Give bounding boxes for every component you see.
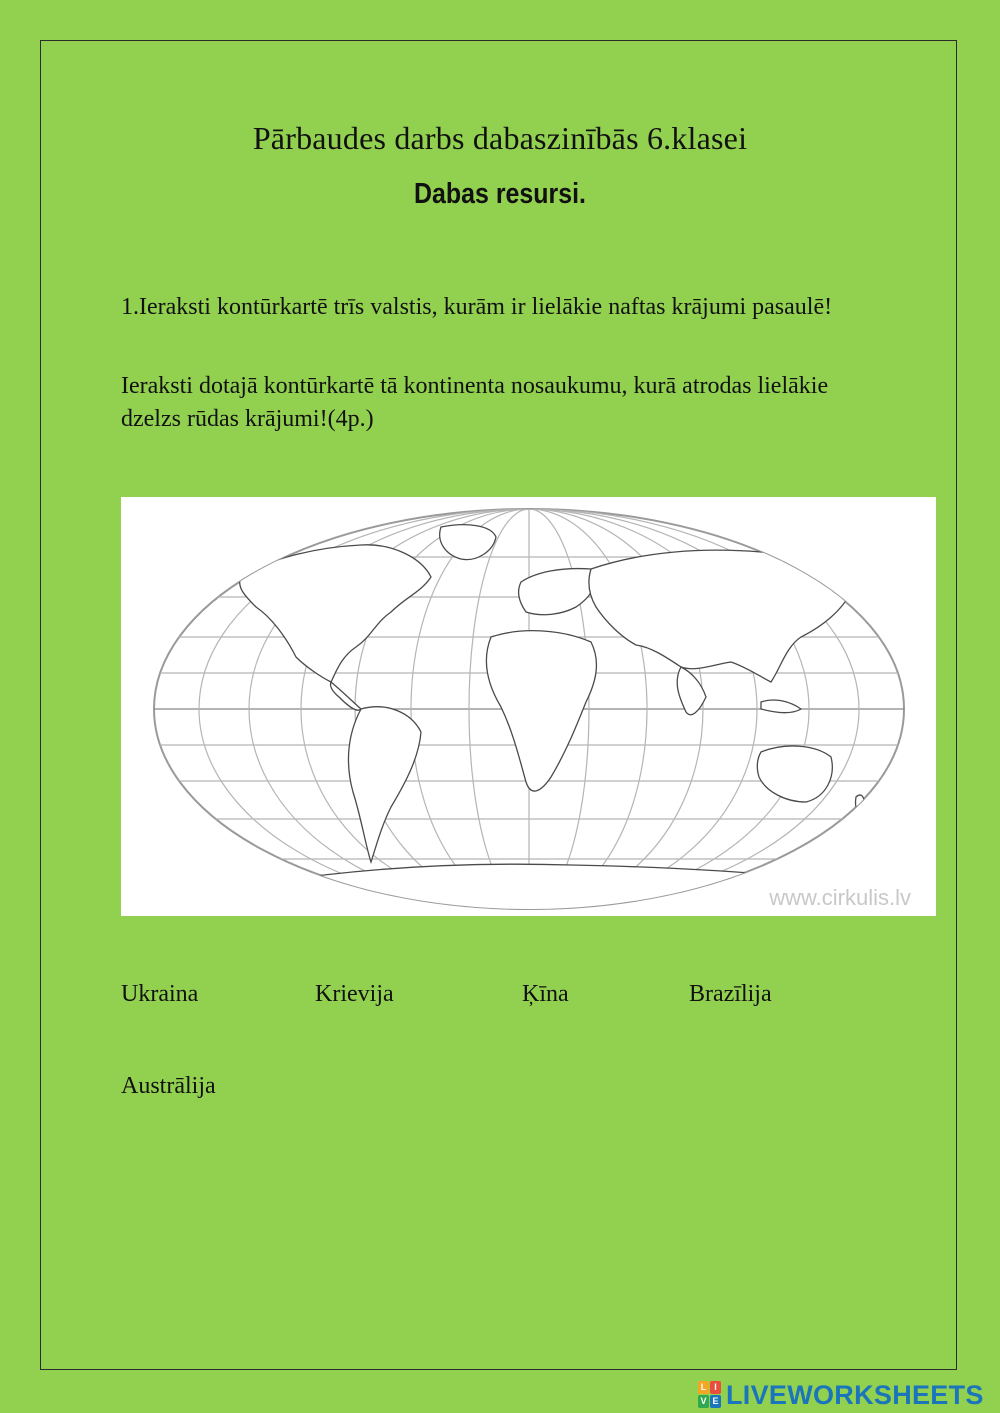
world-map-graphic [121, 497, 936, 916]
map-watermark: www.cirkulis.lv [769, 885, 911, 910]
task-instruction-oil: 1.Ieraksti kontūrkartē trīs valstis, kurām ir lielākie naftas krājumi pasaulē! [121, 294, 833, 320]
page-subtitle: Dabas resursi. [414, 178, 586, 210]
page-title: Pārbaudes darbs dabaszinībās 6.klasei [252, 120, 748, 156]
word-option-ukraina[interactable]: Ukraina [121, 981, 199, 1007]
task-instruction-iron-ore: Ieraksti dotajā kontūrkartē tā kontinenta nosaukumu, kurā atrodas lielākie dzelzs rūdas krājumi!(4p.) [121, 373, 829, 432]
liveworksheets-brand[interactable] [698, 1378, 984, 1412]
word-option-krievija[interactable]: Krievija [315, 981, 394, 1007]
world-outline-map[interactable] [121, 497, 936, 916]
liveworksheets-brand-text: LIVEWORKSHEETS [726, 1379, 984, 1410]
word-option-kina[interactable]: Ķīna [522, 981, 569, 1007]
word-option-australija[interactable]: Austrālija [121, 1073, 216, 1099]
word-option-brazilija[interactable]: Brazīlija [689, 981, 772, 1007]
liveworksheets-logo-icon: L I V E [698, 1381, 722, 1409]
